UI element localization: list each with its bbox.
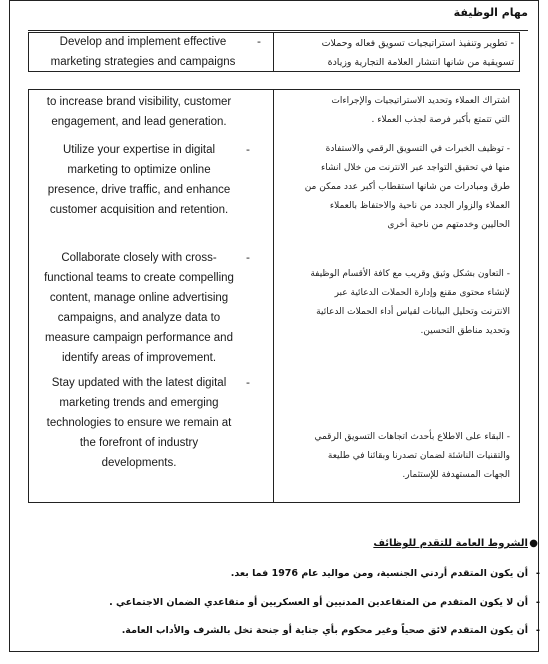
task-3-arabic: [280, 140, 510, 235]
text-line: الجهات المستهدفة للإستثمار.: [402, 470, 510, 480]
dash-marker: -: [246, 376, 250, 389]
text-line: Utilize your expertise in digital: [62, 144, 216, 156]
text-line: لإنشاء محتوى مقنع وإدارة الحملات الدعائية عبر: [334, 288, 510, 298]
text-line: developments.: [101, 457, 177, 469]
text-line: identify areas of improvement.: [61, 352, 217, 364]
text-line: منها في تحقيق التواجد عبر الانترنت من خلال انشاء: [321, 163, 510, 173]
text-line: to increase brand visibility, customer: [46, 96, 232, 108]
text-line: التي تتمتع بأكبر فرصة لجذب العملاء .: [371, 115, 510, 125]
text-line: measure campaign performance and: [45, 332, 233, 344]
title-divider: [28, 30, 528, 31]
bullet-icon: ●: [529, 538, 538, 549]
text-line: - توظيف الخبرات في التسويق الرقمي والاستفادة: [325, 144, 510, 154]
condition-item: أن يكون المتقدم أردني الجنسية، ومن مواليد عام 1976 فما بعد.: [230, 568, 528, 579]
text-line: العملاء والزوار الجدد من ناحية والاحتفاظ بالعملاء: [329, 201, 510, 211]
text-line: الحاليين وخدمتهم من ناحية أخرى: [387, 220, 510, 230]
text-line: engagement, and lead generation.: [51, 116, 227, 128]
text-line: content, manage online advertising: [49, 292, 229, 304]
task-4-english: [32, 248, 246, 368]
text-line: the forefront of industry: [79, 437, 199, 449]
task-1-english: [28, 32, 258, 72]
task-5-english: [32, 373, 246, 473]
task-2-english: [32, 92, 246, 132]
text-line: طرق ومبادرات من شانها استقطاب أكبر عدد ممكن من: [304, 182, 510, 192]
dash-marker: -: [535, 625, 540, 636]
text-line: campaigns, and analyze data to: [57, 312, 221, 324]
task-2-arabic: [280, 92, 510, 130]
text-line: الانترنت وتحليل البيانات لقياس أداء الحملات الدعائية: [316, 307, 510, 317]
text-line: customer acquisition and retention.: [49, 204, 229, 216]
text-line: - التعاون بشكل وثيق وقريب مع كافة الأقسام الوظيفة: [310, 269, 510, 279]
task-3-english: [32, 140, 246, 220]
section-title-job-tasks: مهام الوظيفة: [453, 6, 528, 19]
text-line: presence, drive traffic, and enhance: [47, 184, 231, 196]
task-5-arabic: [280, 428, 510, 485]
conditions-title: الشروط العامة للتقدم للوظائف: [373, 538, 528, 549]
text-line: marketing strategies and campaigns: [50, 56, 236, 68]
condition-item: أن لا يكون المتقدم من المتقاعدين المدنيين أو العسكريين أو متقاعدي الضمان الاجتماعي .: [109, 597, 528, 608]
text-line: اشتراك العملاء وتحديد الاستراتيجيات والإجراءات: [331, 96, 510, 106]
dash-marker: -: [246, 251, 250, 264]
text-line: وتحديد مناطق التحسين.: [420, 326, 510, 336]
text-line: والتقنيات الناشئة لضمان تصدرنا وبقائنا في طليعة: [327, 451, 510, 461]
column-divider: [273, 33, 274, 71]
text-line: marketing trends and emerging: [59, 397, 219, 409]
dash-marker: -: [535, 597, 540, 608]
text-line: functional teams to create compelling: [44, 272, 234, 284]
dash-marker: -: [535, 568, 540, 579]
text-line: marketing to optimize online: [67, 164, 211, 176]
dash-marker: -: [246, 143, 250, 156]
condition-item: أن يكون المتقدم لائق صحياً وغير محكوم بأي جناية أو جنحة تخل بالشرف والأداب العامة.: [121, 625, 528, 636]
column-divider: [273, 90, 274, 502]
text-line: Stay updated with the latest digital: [51, 377, 227, 389]
text-line: Collaborate closely with cross-: [61, 252, 217, 264]
text-line: تسويقية من شانها انتشار العلامة التجارية وزيادة: [327, 57, 514, 68]
text-line: - تطوير وتنفيذ استراتيجيات تسويق فعاله وحملات: [321, 38, 514, 49]
text-line: Develop and implement effective: [59, 36, 227, 48]
text-line: - البقاء على الاطلاع بأحدث اتجاهات التسويق الرقمي: [314, 432, 510, 442]
text-line: technologies to ensure we remain at: [46, 417, 232, 429]
dash-marker: -: [257, 35, 261, 48]
task-1-arabic: [278, 34, 514, 72]
task-4-arabic: [280, 265, 510, 341]
